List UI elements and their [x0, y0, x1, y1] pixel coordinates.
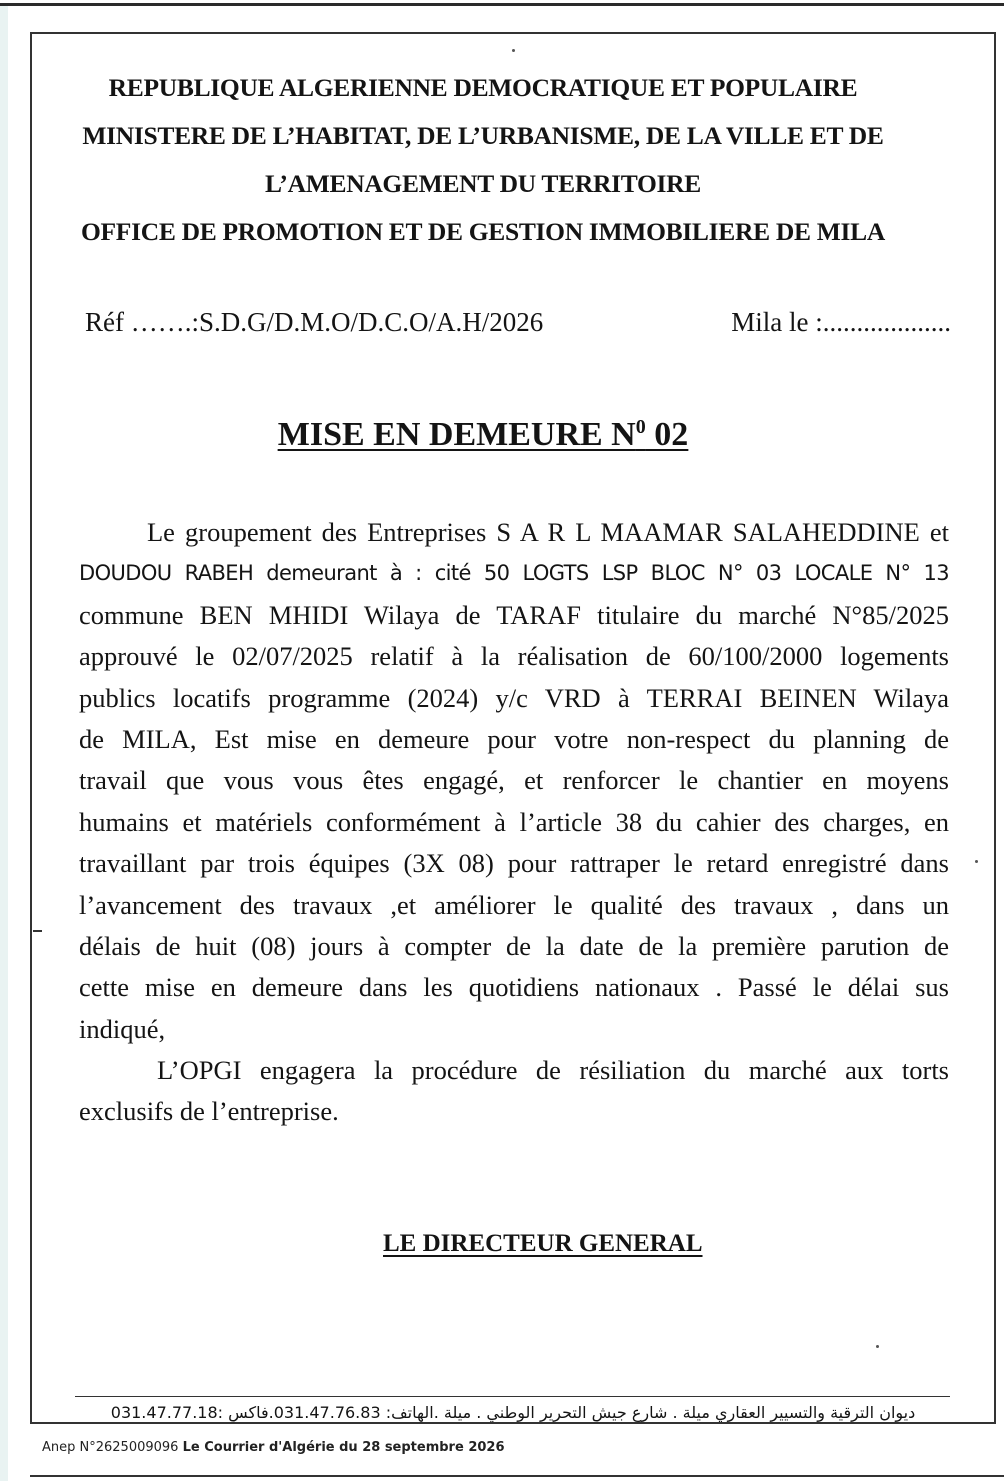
- newspaper-issue: Le Courrier d'Algérie du 28 septembre 2026: [182, 1440, 505, 1455]
- scan-edge-tint: [0, 6, 8, 1481]
- body-line: commune BEN MHIDI Wilaya de TARAF titulaire du marché N°85/2025: [79, 599, 949, 630]
- letterhead-ministry-cont: L’AMENAGEMENT DU TERRITOIRE: [265, 169, 701, 198]
- scan-speck: [876, 1345, 879, 1348]
- body-line: cette mise en demeure dans les quotidiens nationaux . Passé le délai sus: [79, 972, 949, 1003]
- document-title: [0, 405, 966, 457]
- body-line: humains et matériels conformément à l’article 38 du cahier des charges, en: [79, 806, 949, 837]
- anep-number: Anep N°2625009096: [42, 1440, 183, 1455]
- letterhead-office: OFFICE DE PROMOTION ET DE GESTION IMMOBILIERE DE MILA: [81, 217, 885, 246]
- footer-divider: [75, 1396, 950, 1397]
- body-line: délais de huit (08) jours à compter de la date de la première parution de: [79, 930, 949, 961]
- notice-body: [79, 512, 949, 1133]
- body-line: l’avancement des travaux ,et améliorer le qualité des travaux , dans un: [79, 889, 949, 920]
- top-border-line: [0, 3, 1004, 6]
- body-line: Le groupement des Entreprises S A R L MAAMAR SALAHEDDINE et: [147, 517, 949, 547]
- bottom-border-line: [30, 1475, 1004, 1477]
- letterhead: [30, 64, 936, 256]
- body-line: travaillant par trois équipes (3X 08) pour rattraper le retard enregistré dans: [79, 848, 949, 879]
- body-line: publics locatifs programme (2024) y/c VRD à TERRAI BEINEN Wilaya: [79, 682, 949, 713]
- title-text: MISE EN DEMEURE N: [277, 416, 636, 453]
- body-line: approuvé le 02/07/2025 relatif à la réalisation de 60/100/2000 logements: [79, 641, 949, 672]
- scan-speck: [512, 49, 515, 52]
- scan-speck: [975, 860, 978, 863]
- title-number: 02: [645, 416, 689, 453]
- reference-number: Réf …….:S.D.G/D.M.O/D.C.O/A.H/2026: [85, 307, 544, 337]
- letterhead-ministry: MINISTERE DE L’HABITAT, DE L’URBANISME, DE LA VILLE ET DE: [82, 121, 884, 150]
- body-line: indiqué,: [79, 1013, 166, 1044]
- letterhead-republic: REPUBLIQUE ALGERIENNE DEMOCRATIQUE ET POPULAIRE: [108, 73, 858, 102]
- footer-address: ديوان الترقية والتسيير العقاري ميلة . شارع جيش التحرير الوطني . ميلة .الهاتف: 031.47.76.83.فاكس :031.47.77.18: [110, 1403, 916, 1422]
- body-line: DOUDOU RABEH demeurant à : cité 50 LOGTS LSP BLOC N° 03 LOCALE N° 13: [79, 561, 949, 586]
- body-line: exclusifs de l’entreprise.: [79, 1096, 339, 1127]
- body-line: L’OPGI engagera la procédure de résiliation du marché aux torts: [157, 1055, 949, 1086]
- place-date: Mila le :...................: [731, 307, 951, 337]
- publication-credit: [42, 1436, 505, 1460]
- body-line: travail que vous vous êtes engagé, et renforcer le chantier en moyens: [79, 765, 949, 796]
- body-line: de MILA, Est mise en demeure pour votre non-respect du planning de: [79, 723, 949, 754]
- signatory-title: LE DIRECTEUR GENERAL: [383, 1230, 703, 1257]
- margin-tick-mark: [33, 930, 42, 932]
- title-superscript: 0: [635, 416, 646, 438]
